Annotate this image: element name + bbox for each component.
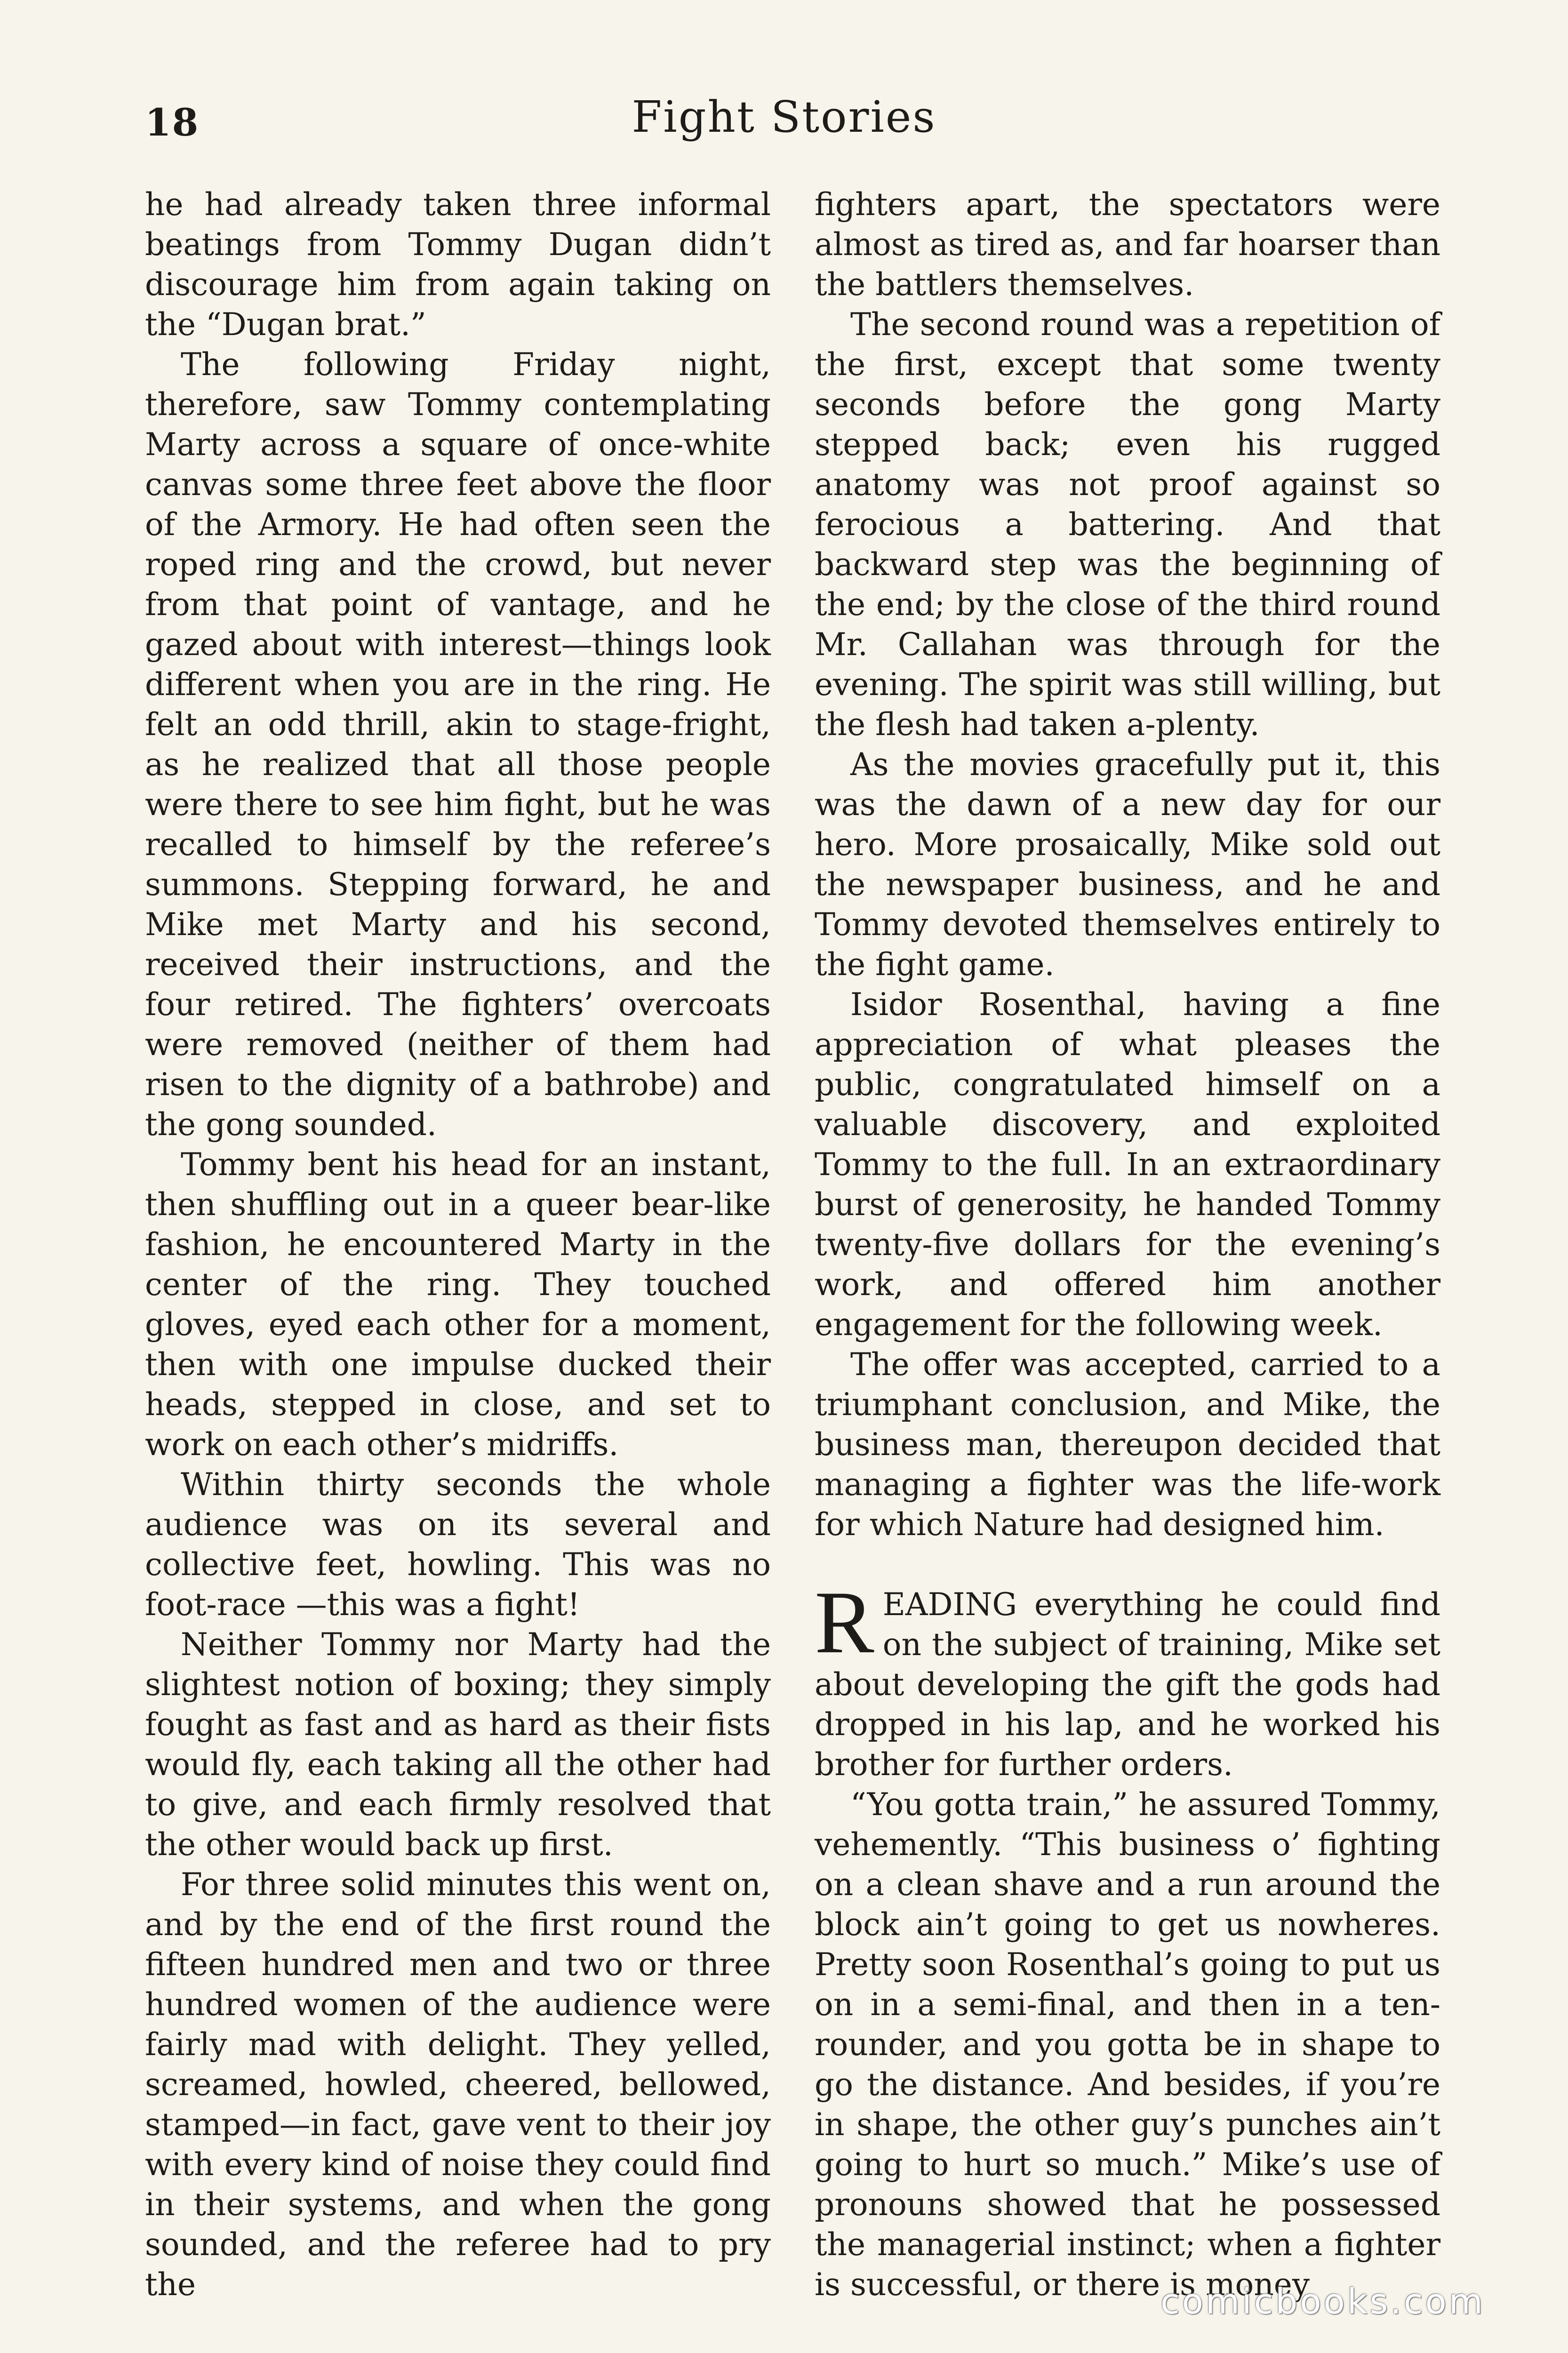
right-column — [815, 184, 1440, 2305]
paragraph: he had already taken three informal beatings from Tommy Dugan didn’t discourage him from again taking on the “Dugan brat.” — [145, 186, 771, 343]
paragraph: Within thirty seconds the whole audience was on its several and collective feet, howling. This was no foot-race —this was a fight! — [145, 1466, 771, 1623]
section-opening-paragraph — [815, 1573, 1440, 1785]
paragraph: For three solid minutes this went on, and by the end of the first round the fifteen hundred men and two or three hundred women of the audience were fairly mad with delight. They yelled, screamed, howled, cheered, bellowed, stamped—in fact, gave vent to their joy with every kind of noise they could find in their systems, and when the gong sounded, and the referee had to pry the — [145, 1866, 771, 2303]
section-break — [815, 1545, 1440, 1585]
running-title: Fight Stories — [632, 92, 936, 142]
paragraph: fighters apart, the spectators were almost as tired as, and far hoarser than the battlers themselves. — [815, 186, 1440, 303]
drop-cap: R — [815, 1573, 874, 1672]
page-header — [0, 92, 1568, 162]
section-opening-text: EADING everything he could find on the subject of training, Mike set about developing the gift the gods had dropped in his lap, and he worked his brother for further orders. — [815, 1586, 1440, 1783]
paragraph: The second round was a repetition of the first, except that some twenty seconds before the gong Marty stepped back; even his rugged anatomy was not proof against so ferocious a battering. And that backward step was the beginning of the end; by the close of the third round Mr. Callahan was through for the evening. The spirit was still willing, but the flesh had taken a-plenty. — [815, 306, 1440, 743]
left-column — [145, 184, 771, 2305]
paragraph: The following Friday night, therefore, saw Tommy contemplating Marty across a square of once-white canvas some three feet above the floor of the Armory. He had often seen the roped ring and the crowd, but never from that point of vantage, and he gazed about with interest—things look different when you are in the ring. He felt an odd thrill, akin to stage-fright, as he realized that all those people were there to see him fight, but he was recalled to himself by the referee’s summons. Stepping forward, he and Mike met Marty and his second, received their instructions, and the four retired. The fighters’ overcoats were removed (neither of them had risen to the dignity of a bathrobe) and the gong sounded. — [145, 346, 771, 1143]
paragraph: Isidor Rosenthal, having a fine appreciation of what pleases the public, congratulated himself on a valuable discovery, and exploited Tommy to the full. In an extraordinary burst of generosity, he handed Tommy twenty-five dollars for the evening’s work, and offered him another engagement for the following week. — [815, 986, 1440, 1343]
watermark: comicbooks.com — [1160, 2281, 1485, 2322]
paragraph: As the movies gracefully put it, this was the dawn of a new day for our hero. More prosaically, Mike sold out the newspaper business, and he and Tommy devoted themselves entirely to the fight game. — [815, 746, 1440, 983]
paragraph: The offer was accepted, carried to a triumphant conclusion, and Mike, the business man, thereupon decided that managing a fighter was the life-work for which Nature had designed him. — [815, 1346, 1440, 1543]
paragraph: Neither Tommy nor Marty had the slightest notion of boxing; they simply fought as fast and as hard as their fists would fly, each taking all the other had to give, and each firmly resolved that the other would back up first. — [145, 1626, 771, 1863]
page-number: 18 — [145, 100, 200, 144]
paragraph: “You gotta train,” he assured Tommy, vehemently. “This business o’ fighting on a clean shave and a run around the block ain’t going to get us nowheres. Pretty soon Rosenthal’s going to put us on in a semi-final, and then in a ten-rounder, and you gotta be in shape to go the distance. And besides, if you’re in shape, the other guy’s punches ain’t going to hurt so much.” Mike’s use of pronouns showed that he possessed the managerial instinct; when a fighter is successful, or there is money — [815, 1786, 1440, 2303]
paragraph: Tommy bent his head for an instant, then shuffling out in a queer bear-like fashion, he encountered Marty in the center of the ring. They touched gloves, eyed each other for a moment, then with one impulse ducked their heads, stepped in close, and set to work on each other’s midriffs. — [145, 1146, 771, 1463]
